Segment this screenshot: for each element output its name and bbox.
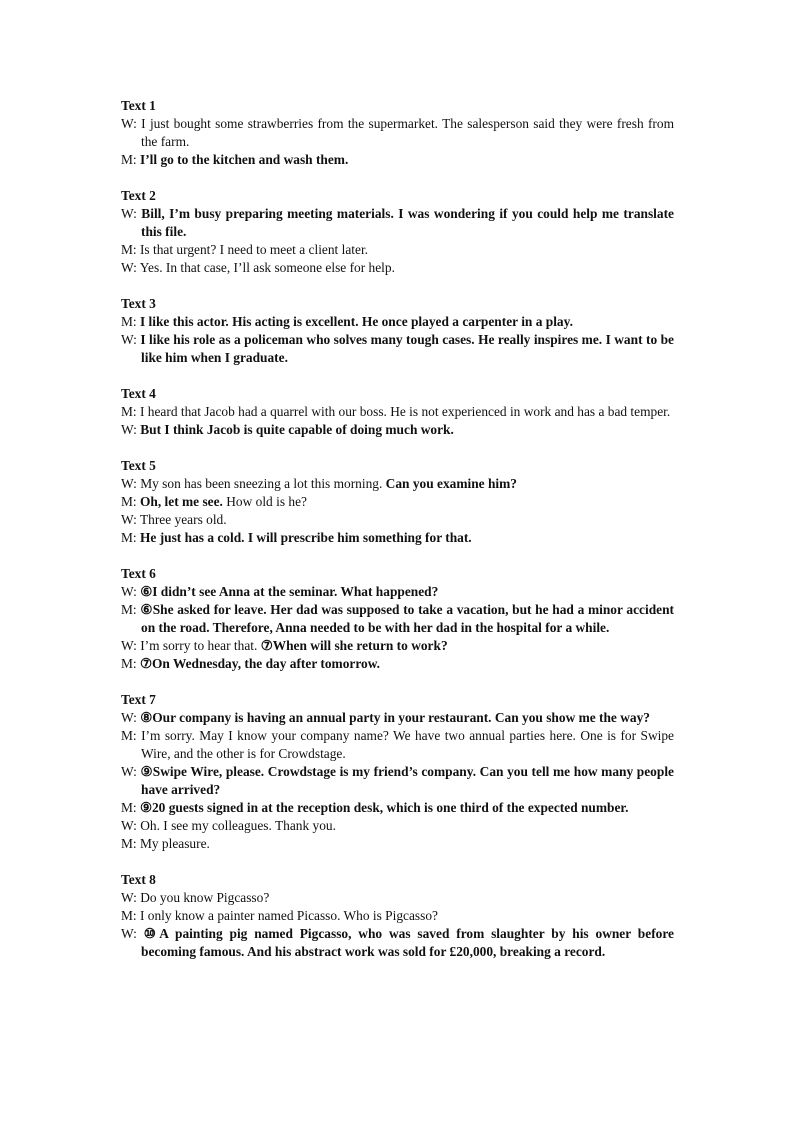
plain-text: W:	[121, 332, 141, 347]
bold-text: ⑥I didn’t see Anna at the seminar. What happened?	[140, 584, 439, 599]
bold-text: ⑦On Wednesday, the day after tomorrow.	[139, 656, 381, 671]
text-section	[121, 457, 674, 547]
dialogue-line	[121, 151, 674, 169]
dialogue-line	[121, 601, 674, 637]
dialogue-line	[121, 511, 674, 529]
section-title: Text 5	[121, 458, 156, 473]
plain-text: M: Is that urgent? I need to meet a client later.	[121, 242, 369, 257]
text-section	[121, 565, 674, 673]
plain-text: M:	[121, 314, 140, 329]
plain-text: M:	[121, 494, 140, 509]
section-title: Text 8	[121, 872, 156, 887]
dialogue-line	[121, 421, 674, 439]
dialogue-line	[121, 727, 674, 763]
plain-text: M:	[121, 602, 141, 617]
dialogue-line	[121, 259, 674, 277]
bold-text: Bill, I’m busy preparing meeting materials. I was wondering if you could help me translate this file.	[141, 206, 674, 239]
section-title: Text 3	[121, 296, 156, 311]
bold-text: ⑧Our company is having an annual party in your restaurant. Can you show me the way?	[140, 710, 650, 725]
dialogue-line	[121, 313, 674, 331]
dialogue-line	[121, 925, 674, 961]
dialogue-line	[121, 817, 674, 835]
plain-text: M: I only know a painter named Picasso. Who is Pigcasso?	[121, 908, 438, 923]
dialogue-line	[121, 799, 674, 817]
bold-text: Oh, let me see.	[139, 494, 223, 509]
text-section	[121, 385, 674, 439]
text-section	[121, 691, 674, 853]
text-section	[121, 187, 674, 277]
dialogue-line	[121, 241, 674, 259]
dialogue-line	[121, 205, 674, 241]
bold-text: I’ll go to the kitchen and wash them.	[139, 152, 349, 167]
plain-text: W: Yes. In that case, I’ll ask someone else for help.	[121, 260, 395, 275]
plain-text: W:	[121, 206, 142, 221]
bold-text: He just has a cold. I will prescribe him something for that.	[139, 530, 472, 545]
plain-text: M: I heard that Jacob had a quarrel with our boss. He is not experienced in work and has a bad temper.	[121, 404, 671, 419]
plain-text: W: Oh. I see my colleagues. Thank you.	[121, 818, 336, 833]
dialogue-line	[121, 655, 674, 673]
dialogue-line	[121, 835, 674, 853]
plain-text: W: I’m sorry to hear that.	[121, 638, 261, 653]
plain-text: W:	[121, 926, 144, 941]
bold-text: I like this actor. His acting is excellent. He once played a carpenter in a play.	[139, 314, 573, 329]
plain-text: W:	[121, 422, 141, 437]
section-title: Text 6	[121, 566, 156, 581]
plain-text: W:	[121, 764, 141, 779]
dialogue-line	[121, 709, 674, 727]
dialogue-line	[121, 493, 674, 511]
text-section	[121, 295, 674, 367]
plain-text: W: I just bought some strawberries from the supermarket. The salesperson said they were fresh from the farm.	[121, 116, 674, 149]
plain-text: W: Do you know Pigcasso?	[121, 890, 270, 905]
bold-text: ⑨Swipe Wire, please. Crowdstage is my friend’s company. Can you tell me how many people have arrived?	[140, 764, 674, 797]
section-title: Text 1	[121, 98, 156, 113]
section-title: Text 2	[121, 188, 156, 203]
bold-text: ⑥She asked for leave. Her dad was supposed to take a vacation, but he had a minor accident on the road. Therefore, Anna needed to be with her dad in the hospital for a while.	[140, 602, 674, 635]
plain-text: M:	[121, 656, 140, 671]
plain-text: W: My son has been sneezing a lot this morning.	[121, 476, 386, 491]
dialogue-line	[121, 637, 674, 655]
plain-text: W:	[121, 710, 141, 725]
dialogue-line	[121, 763, 674, 799]
plain-text: M: I’m sorry. May I know your company name? We have two annual parties here. One is for Swipe Wire, and the other is for Crowdstage.	[121, 728, 674, 761]
bold-text: I like his role as a policeman who solves many tough cases. He really inspires me. I want to be like him when I graduate.	[140, 332, 674, 365]
bold-text: ⑦When will she return to work?	[260, 638, 448, 653]
bold-text: But I think Jacob is quite capable of doing much work.	[140, 422, 454, 437]
bold-text: ⑩A painting pig named Pigcasso, who was saved from slaughter by his owner before becoming famous. And his abstract work was sold for £20,000, breaking a record.	[141, 926, 674, 959]
bold-text: ⑨20 guests signed in at the reception desk, which is one third of the expected number.	[139, 800, 629, 815]
dialogue-line	[121, 529, 674, 547]
plain-text: M:	[121, 530, 140, 545]
section-title: Text 7	[121, 692, 156, 707]
plain-text: M: My pleasure.	[121, 836, 210, 851]
dialogue-line	[121, 403, 674, 421]
document-page	[121, 97, 674, 979]
dialogue-line	[121, 115, 674, 151]
dialogue-line	[121, 907, 674, 925]
text-section	[121, 97, 674, 169]
plain-text: M:	[121, 152, 140, 167]
dialogue-line	[121, 583, 674, 601]
bold-text: Can you examine him?	[385, 476, 517, 491]
section-title: Text 4	[121, 386, 156, 401]
dialogue-line	[121, 475, 674, 493]
dialogue-line	[121, 889, 674, 907]
plain-text: W:	[121, 584, 141, 599]
plain-text: W: Three years old.	[121, 512, 227, 527]
plain-text: How old is he?	[222, 494, 307, 509]
plain-text: M:	[121, 800, 140, 815]
dialogue-line	[121, 331, 674, 367]
text-section	[121, 871, 674, 961]
